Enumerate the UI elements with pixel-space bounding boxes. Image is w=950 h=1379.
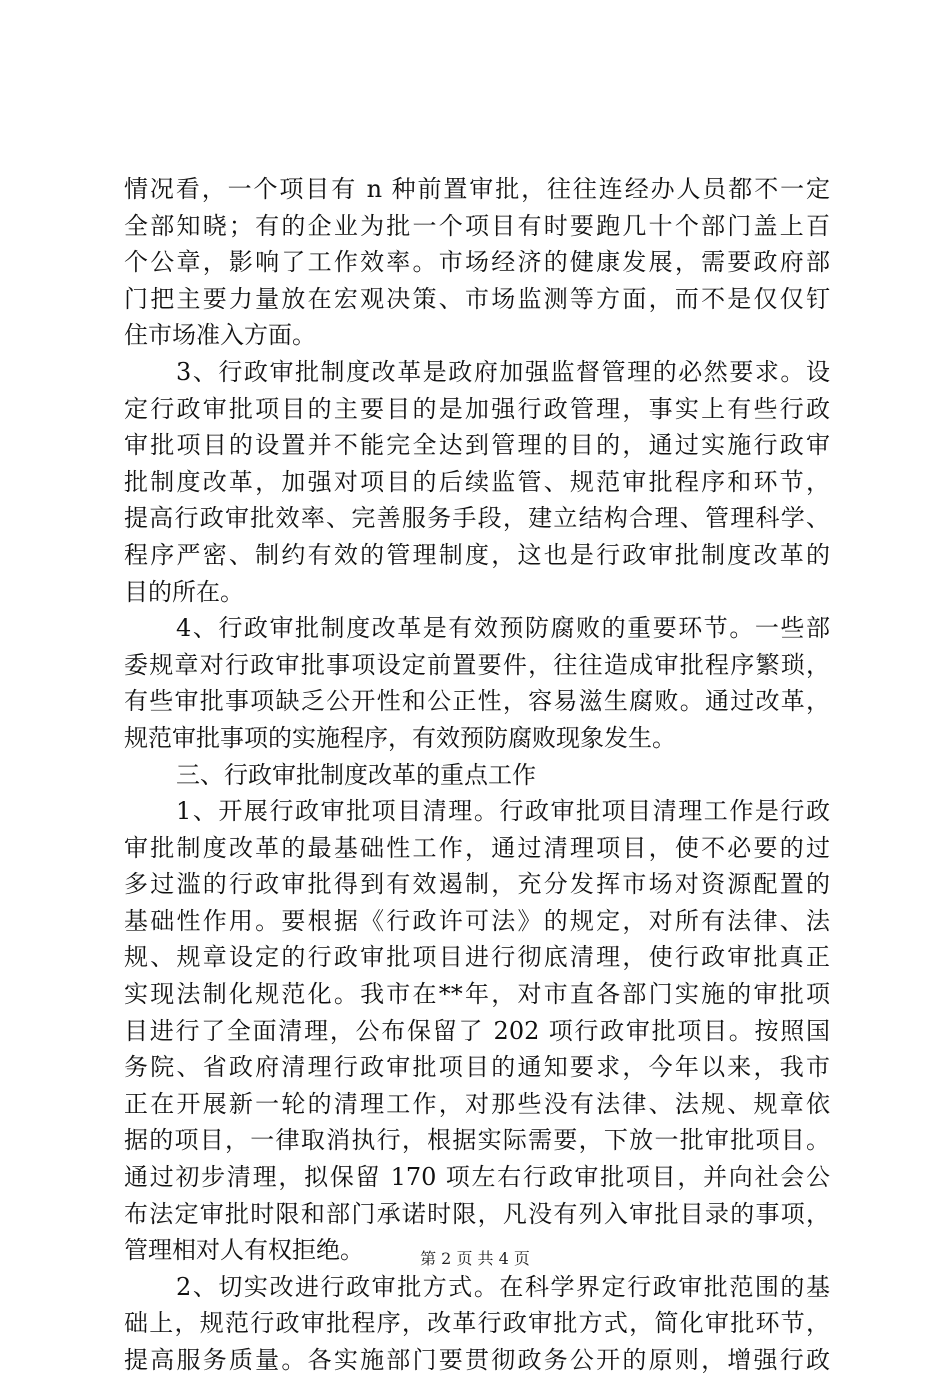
text-line: 目的所在。 [124,577,244,606]
text-line: 规范审批事项的实施程序，有效预防腐败现象发生。 [124,723,676,752]
text-line: 批制度改革，加强对项目的后续监管、规范审批程序和环节， [124,467,830,496]
text-line: 正在开展新一轮的清理工作，对那些没有法律、法规、规章依 [124,1089,830,1118]
paragraph-start-line: 4、行政审批制度改革是有效预防腐败的重要环节。一些部 [176,614,830,643]
text-line: 多过滥的行政审批得到有效遏制，充分发挥市场对资源配置的 [124,870,830,899]
paragraph-start-line: 1、开展行政审批项目清理。行政审批项目清理工作是行政 [176,797,830,826]
document-body [124,171,830,1379]
text-line: 提高行政审批效率、完善服务手段，建立结构合理、管理科学、 [124,504,830,533]
text-line: 础上，规范行政审批程序，改革行政审批方式，简化审批环节， [124,1309,830,1338]
text-line: 目进行了全面清理，公布保留了 202 项行政审批项目。按照国 [124,1016,830,1045]
text-line: 住市场准入方面。 [124,321,316,350]
text-line: 全部知晓；有的企业为批一个项目有时要跑几十个部门盖上百 [124,211,830,240]
section-heading: 三、行政审批制度改革的重点工作 [176,760,536,789]
text-line: 定行政审批项目的主要目的是加强行政管理，事实上有些行政 [124,394,830,423]
text-line: 据的项目，一律取消执行，根据实际需要，下放一批审批项目。 [124,1126,830,1155]
text-line: 基础性作用。要根据《行政许可法》的规定，对所有法律、法 [124,906,830,935]
text-line: 门把主要力量放在宏观决策、市场监测等方面，而不是仅仅钉 [124,284,830,313]
text-line: 个公章，影响了工作效率。市场经济的健康发展，需要政府部 [124,248,830,277]
text-line: 审批制度改革的最基础性工作，通过清理项目，使不必要的过 [124,833,830,862]
text-line: 布法定审批时限和部门承诺时限，凡没有列入审批目录的事项， [124,1199,830,1228]
page-number-footer: 第 2 页 共 4 页 [420,1249,530,1268]
text-line: 管理相对人有权拒绝。 [124,1236,364,1265]
text-line: 程序严密、制约有效的管理制度，这也是行政审批制度改革的 [124,540,830,569]
paragraph-start-line: 3、行政审批制度改革是政府加强监督管理的必然要求。设 [176,357,830,386]
text-line: 情况看，一个项目有 n 种前置审批，往往连经办人员都不一定 [124,175,830,203]
text-line: 委规章对行政审批事项设定前置要件，往往造成审批程序繁琐， [124,650,830,679]
text-line: 审批项目的设置并不能完全达到管理的目的，通过实施行政审 [124,431,830,460]
text-line: 实现法制化规范化。我市在**年，对市直各部门实施的审批项 [124,980,830,1009]
text-line: 务院、省政府清理行政审批项目的通知要求，今年以来，我市 [124,1053,830,1082]
text-line: 通过初步清理，拟保留 170 项左右行政审批项目，并向社会公 [124,1163,830,1192]
text-line: 规、规章设定的行政审批项目进行彻底清理，使行政审批真正 [124,943,830,972]
text-line: 提高服务质量。各实施部门要贯彻政务公开的原则，增强行政 [124,1346,830,1374]
paragraph-start-line: 2、切实改进行政审批方式。在科学界定行政审批范围的基 [176,1272,830,1301]
text-line: 有些审批事项缺乏公开性和公正性，容易滋生腐败。通过改革， [124,687,830,716]
